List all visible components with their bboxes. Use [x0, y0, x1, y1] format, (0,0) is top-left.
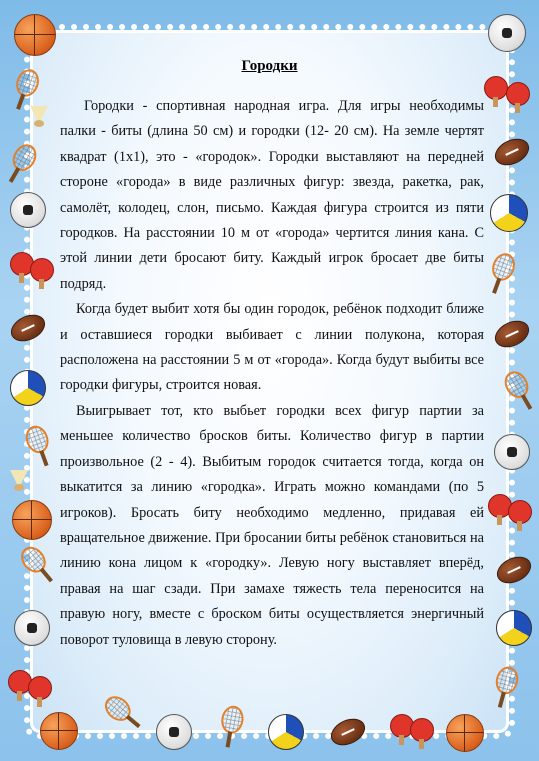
soccer-ball-icon	[494, 434, 530, 470]
ping-pong-paddle-icon	[28, 676, 52, 700]
article-body	[60, 94, 484, 653]
soccer-ball-icon	[14, 610, 50, 646]
paragraph-1: Городки - спортивная народная игра. Для игры необходимы палки - биты (длина 50 см) и городки (12- 20 см). На земле чертят квадрат (1х1), это - «городок». Городки выставляют на передней стороне «города» в виде различных фигур: звезда, ракетка, рак, самолёт, колодец, слон, письмо. Каждая фигура строится из пяти городков. На расстоянии 10 м от «города» чертится линия кана. С этой линии дети бросают биту. Каждый игрок бросает две биты подряд.	[60, 98, 484, 292]
ping-pong-paddle-icon	[410, 718, 434, 742]
ping-pong-paddle-icon	[484, 76, 508, 100]
page-title: Городки	[241, 58, 298, 74]
basketball-icon	[40, 712, 78, 750]
volleyball-icon	[268, 714, 304, 750]
volleyball-icon	[490, 194, 528, 232]
soccer-ball-icon	[156, 714, 192, 750]
volleyball-icon	[496, 610, 532, 646]
shuttlecock-icon	[30, 106, 48, 124]
ping-pong-paddle-icon	[506, 82, 530, 106]
basketball-icon	[12, 500, 52, 540]
ping-pong-paddle-icon	[508, 500, 532, 524]
soccer-ball-icon	[10, 192, 46, 228]
ping-pong-paddle-icon	[30, 258, 54, 282]
soccer-ball-icon	[488, 14, 526, 52]
basketball-icon	[446, 714, 484, 752]
paragraph-3: Выигрывает тот, кто выбьет городки всех фигур партии за меньшее количество бросков биты. Количество фигур в партии произвольное (2 - 4). Выбитым городок считается тогда, когда он выкатится за линию «городка». Играть можно командами (по 5 игроков). Бросать биту необходимо медленно, придавая ей вращательное движение. При бросании биты ребёнок становиться на линию кона лицом к «городку». Левую ногу выставляет вперёд, правая на шаг сзади. При замахе тяжесть тела переносится на правую ногу, вместе с броском биты осуществляется энергичный поворот туловища в левую сторону.	[60, 402, 484, 648]
paragraph-2: Когда будет выбит хотя бы один городок, ребёнок подходит ближе и оставшиеся городки выбивает с линии полукона, которая расположена на расстоянии 5 м от «города». Когда будут выбиты все городки фигуры, строится новая.	[60, 301, 484, 394]
volleyball-icon	[10, 370, 46, 406]
basketball-icon	[14, 14, 56, 56]
shuttlecock-icon	[10, 470, 28, 488]
